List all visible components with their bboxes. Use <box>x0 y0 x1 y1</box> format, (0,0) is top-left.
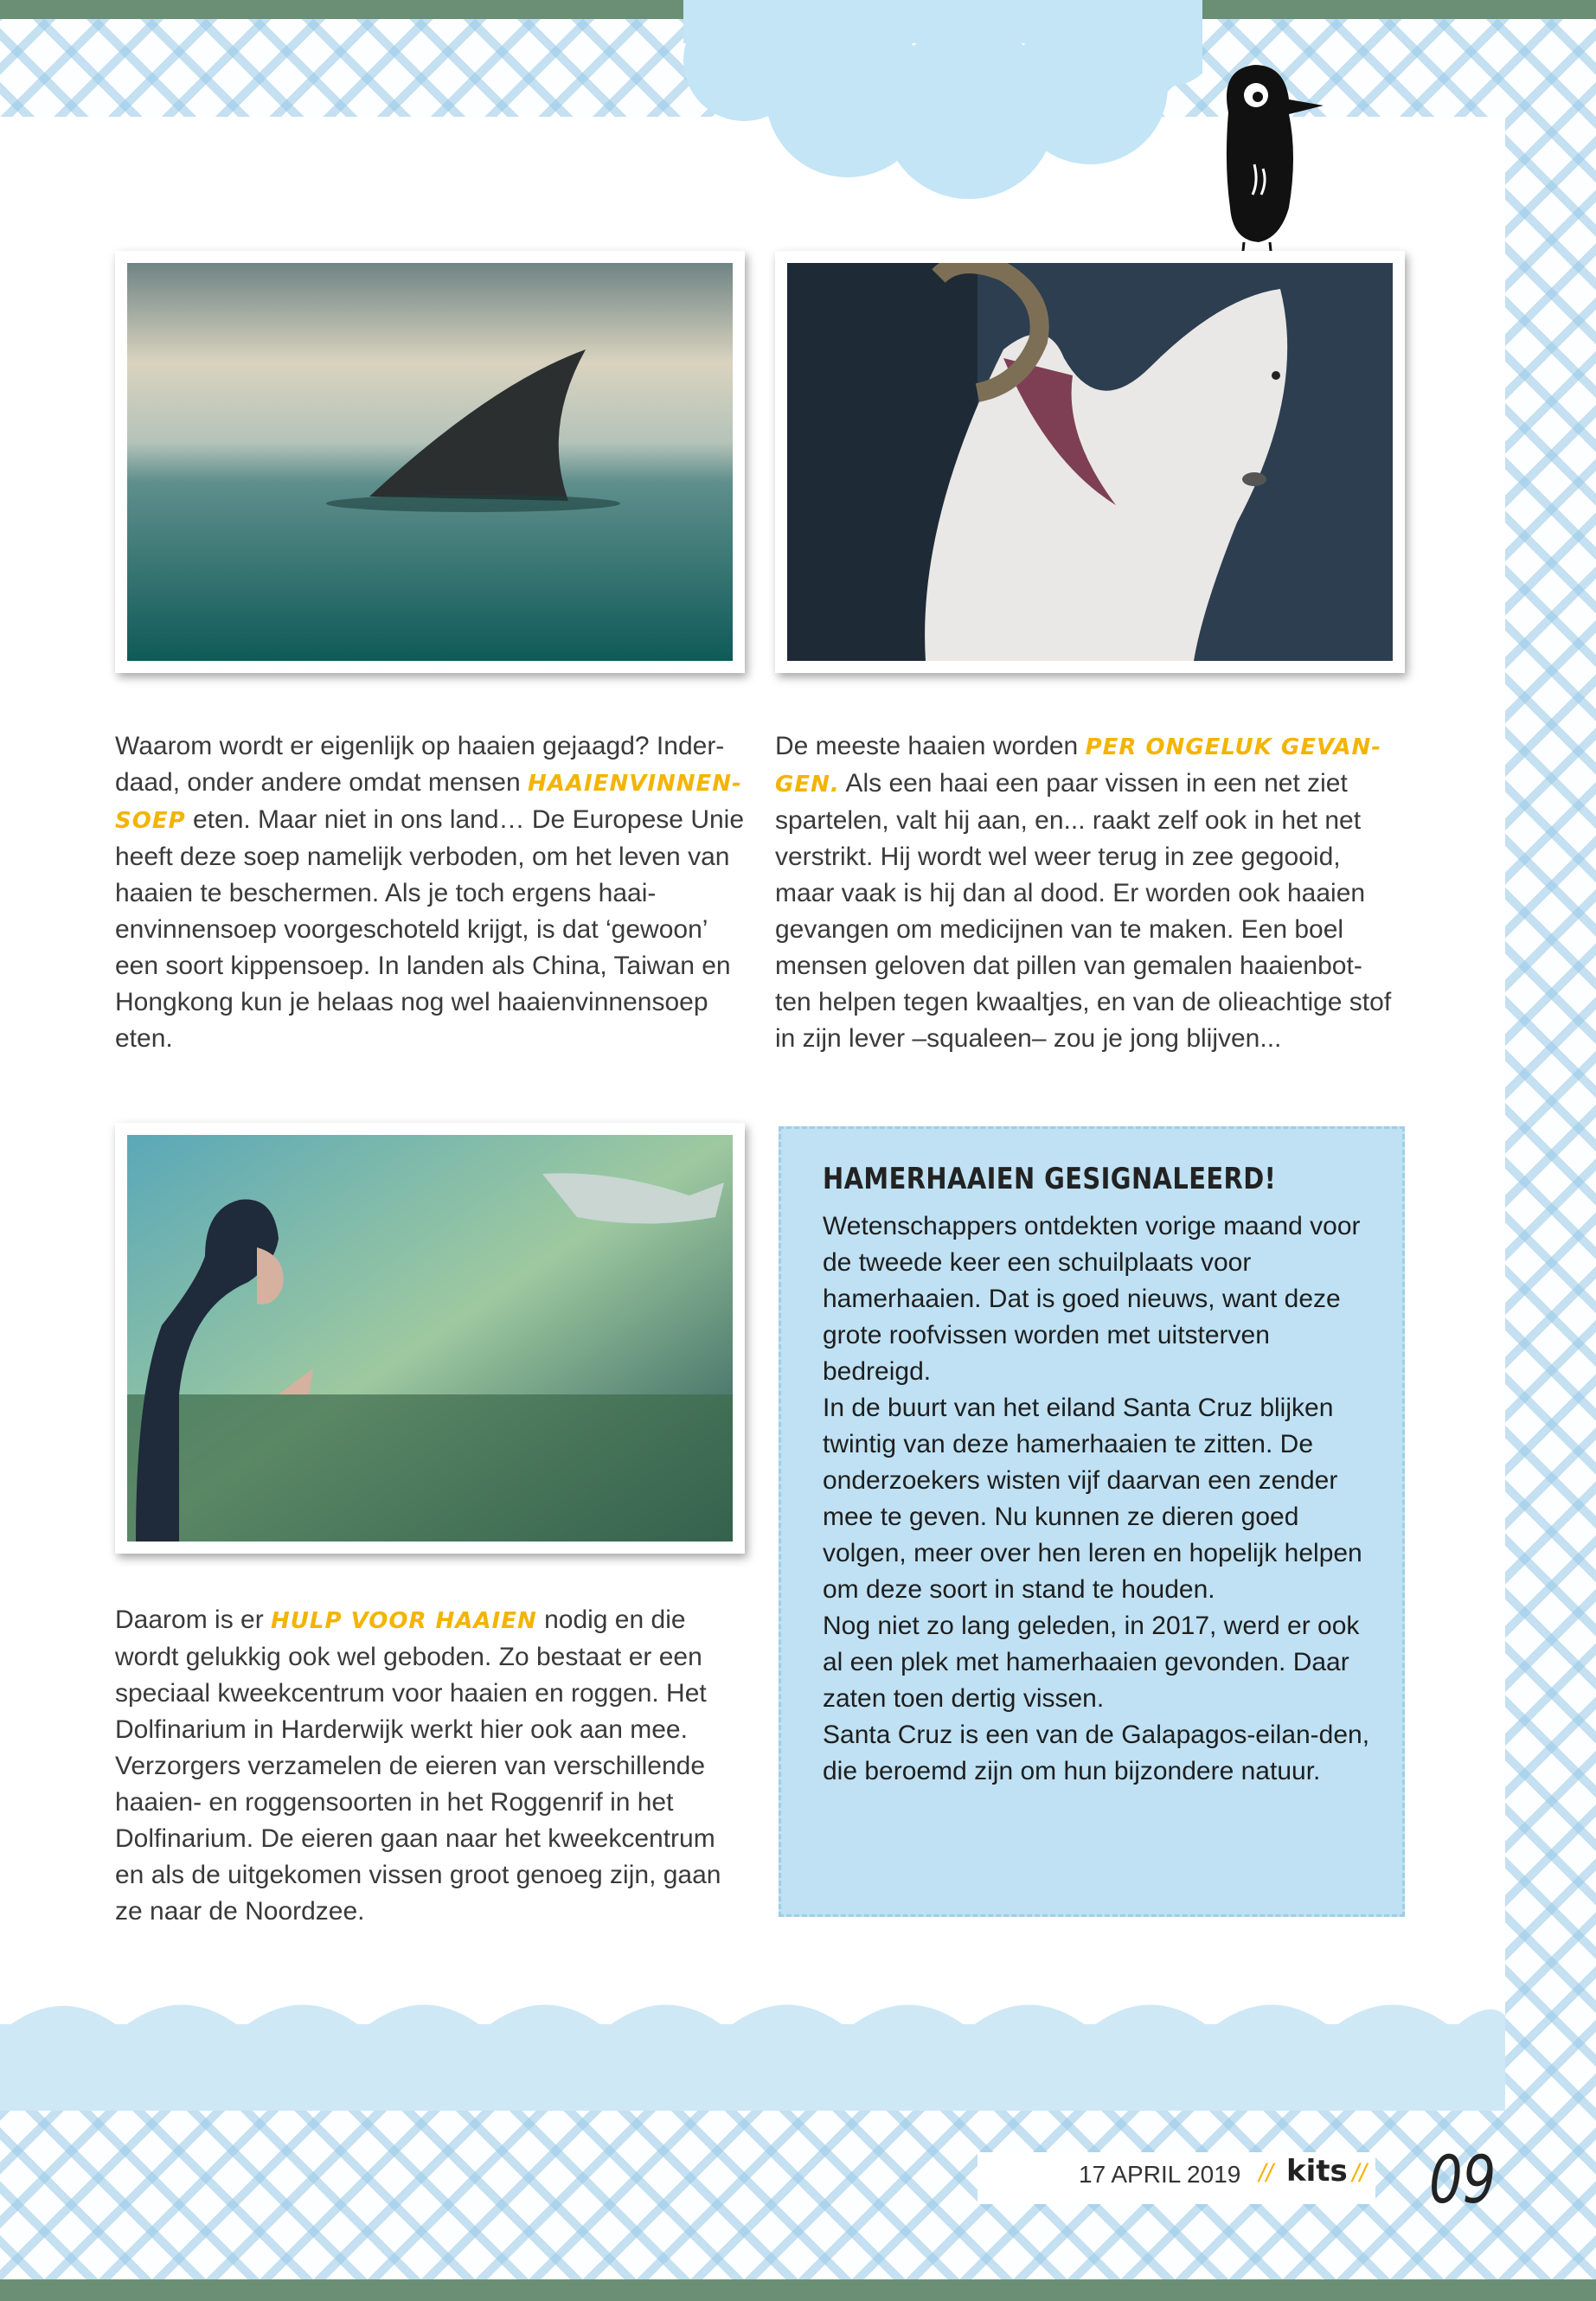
col3-text-b: nodig en die wordt gelukkig ook wel geboden. Zo bestaat er een speciaal kweekcentrum voor haaien en roggen. Het Dolfinarium in Harderwijk werkt hier ook aan mee. Verzorgers verzamelen de eieren van verschillende haaien- en roggensoorten in het Roggenrif in het Dolfinarium. De eieren gaan naar het kweekcentrum en als de uitgekomen vissen groot genoeg zijn, gaan ze naar de Noordzee. <box>115 1606 721 1926</box>
col2-text-b: Als een haai een paar vissen in een net ziet spartelen, valt hij aan, en... raakt zelf ook in het net verstrikt. Hij wordt wel weer terug in zee gegooid, maar vaak is hij dan al dood. Er worden ook haaien gevangen om medicijnen van te maken. Een boel mensen geloven dat pillen van gemalen haaienbot-ten helpen tegen kwaaltjes, en van de olieachtige stof in zijn lever –squaleen– zou je jong blijven... <box>775 769 1392 1053</box>
page-number: 09 <box>1429 2141 1497 2218</box>
shark-hook-image <box>787 263 1393 661</box>
photo-shark-fin <box>115 251 745 673</box>
wave-decoration <box>0 1981 1505 2067</box>
article-column-3 <box>115 1602 747 1930</box>
shark-fin-image <box>127 263 733 661</box>
infobox-body <box>823 1208 1376 1790</box>
infobox-paragraph: Santa Cruz is een van de Galapagos-eilan-den, die beroemd zijn om hun bijzondere natuur. <box>823 1721 1370 1785</box>
col1-text-a: Waarom wordt er eigenlijk op haaien gejaagd? Inder-daad, onder andere omdat mensen <box>115 732 725 797</box>
crow-icon <box>1202 52 1332 268</box>
infobox-paragraph: Wetenschappers ontdekten vorige maand voor de tweede keer een schuilplaats voor hamerhaaien. Dat is goed nieuws, want deze grote roofvissen worden met uitsterven bedreigd. <box>823 1212 1361 1386</box>
col3-text-a: Daarom is er <box>115 1606 272 1634</box>
article-column-1 <box>115 728 747 1057</box>
article-column-2 <box>775 728 1398 1057</box>
col2-text-a: De meeste haaien worden <box>775 732 1086 760</box>
footer-separator-2: // <box>1352 2159 1367 2188</box>
highlight-haaienvinnensoep: HAAIENVINNEN-SOEP <box>115 771 742 834</box>
col1-text-b: eten. Maar niet in ons land… De Europese Unie heeft deze soep namelijk verboden, om het leven van haaien te beschermen. Als je toch ergens haai-envinnensoep voorgeschoteld krijgt, is dat ‘gewoon’ een soort kippensoep. In landen als China, Taiwan en Hongkong kun je helaas nog wel haaienvinnensoep eten. <box>115 805 745 1053</box>
infobox-paragraph: In de buurt van het eiland Santa Cruz blijken twintig van deze hamerhaaien te zitten. De onderzoekers wisten vijf daarvan een zender mee te geven. Nu kunnen ze dieren goed volgen, meer over hen leren en hopelijk helpen om deze soort in stand te houden. <box>823 1394 1362 1604</box>
infobox-hammerheads <box>779 1126 1405 1917</box>
infobox-paragraph: Nog niet zo lang geleden, in 2017, werd er ook al een plek met hamerhaaien gevonden. Daar zaten toen dertig vissen. <box>823 1612 1360 1713</box>
infobox-title: HAMERHAAIEN GESIGNALEERD! <box>823 1162 1277 1196</box>
photo-aquarium <box>115 1123 745 1554</box>
photo-shark-hook <box>775 251 1405 673</box>
footer-brand: kits <box>1286 2154 1348 2189</box>
cloud-shape <box>683 0 1202 208</box>
footer-separator: // <box>1259 2159 1273 2188</box>
bottom-band <box>0 2279 1596 2301</box>
highlight-hulp-voor-haaien: HULP VOOR HAAIEN <box>271 1608 537 1634</box>
highlight-per-ongeluk-gevangen: PER ONGELUK GEVAN-GEN. <box>775 734 1382 798</box>
aquarium-image <box>127 1135 733 1541</box>
footer-date: 17 APRIL 2019 <box>1079 2161 1241 2188</box>
